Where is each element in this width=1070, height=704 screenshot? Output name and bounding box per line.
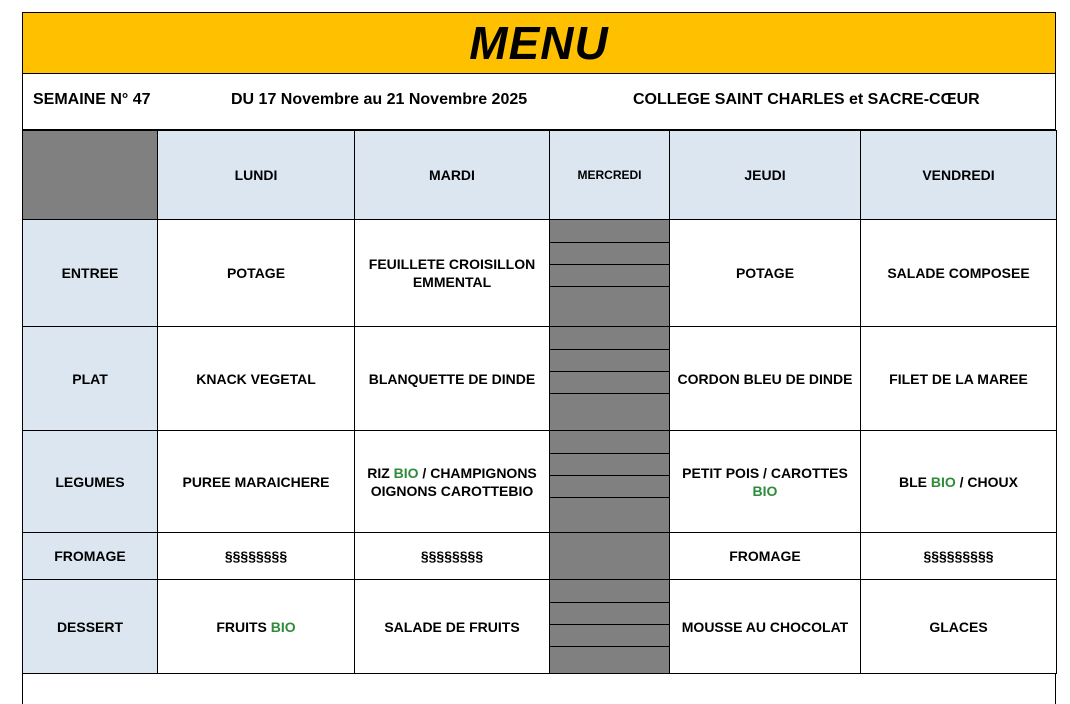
day-header-mercredi: MERCREDI	[550, 131, 670, 220]
cell-mardi-legumes	[355, 431, 550, 533]
footer-area	[22, 674, 1056, 704]
cell-jeudi-entree: POTAGE	[670, 220, 861, 327]
day-header-lundi: LUNDI	[158, 131, 355, 220]
week-number: SEMAINE N° 47	[33, 91, 151, 108]
text-part: PETIT POIS / CAROTTES	[682, 464, 848, 481]
title-banner	[22, 12, 1056, 74]
page-title: MENU	[469, 17, 609, 69]
cell-mardi-plat: BLANQUETTE DE DINDE	[355, 327, 550, 431]
row-dessert	[23, 580, 1057, 674]
menu-sheet	[22, 12, 1056, 702]
bio-label: BIO	[270, 618, 296, 635]
day-header-jeudi: JEUDI	[670, 131, 861, 220]
cell-jeudi-legumes	[670, 431, 861, 533]
row-fromage	[23, 533, 1057, 580]
cell-mardi-dessert: SALADE DE FRUITS	[355, 580, 550, 674]
cell-vendredi-fromage: §§§§§§§§§	[861, 533, 1057, 580]
date-range: DU 17 Novembre au 21 Novembre 2025	[231, 91, 528, 108]
text-part: / CHOUX	[955, 473, 1018, 490]
text-part: RIZ	[367, 464, 394, 481]
row-legumes	[23, 431, 1057, 533]
cell-jeudi-fromage: FROMAGE	[670, 533, 861, 580]
cell-vendredi-entree: SALADE COMPOSEE	[861, 220, 1057, 327]
cell-mercredi-plat	[550, 327, 670, 431]
text-part: / CHAMPIGNONS OIGNONS CAROTTEBIO	[370, 464, 537, 499]
cell-mercredi-fromage	[550, 533, 670, 580]
menu-table	[22, 130, 1057, 674]
cell-mardi-entree: FEUILLETE CROISILLON EMMENTAL	[355, 220, 550, 327]
row-label-dessert: DESSERT	[23, 580, 158, 674]
row-label-fromage: FROMAGE	[23, 533, 158, 580]
cell-vendredi-plat: FILET DE LA MAREE	[861, 327, 1057, 431]
cell-mardi-fromage: §§§§§§§§	[355, 533, 550, 580]
cell-lundi-plat: KNACK VEGETAL	[158, 327, 355, 431]
day-header-mardi: MARDI	[355, 131, 550, 220]
cell-vendredi-dessert: GLACES	[861, 580, 1057, 674]
cell-vendredi-legumes	[861, 431, 1057, 533]
row-label-plat: PLAT	[23, 327, 158, 431]
text-part: BLE	[898, 473, 931, 490]
text-part: FRUITS	[216, 618, 271, 635]
header-row	[23, 131, 1057, 220]
cell-mercredi-legumes	[550, 431, 670, 533]
bio-label: BIO	[930, 473, 956, 490]
row-label-entree: ENTREE	[23, 220, 158, 327]
bio-label: BIO	[393, 464, 419, 481]
cell-mercredi-entree	[550, 220, 670, 327]
day-header-vendredi: VENDREDI	[861, 131, 1057, 220]
cell-lundi-entree: POTAGE	[158, 220, 355, 327]
bio-label: BIO	[752, 482, 778, 499]
cell-jeudi-dessert: MOUSSE AU CHOCOLAT	[670, 580, 861, 674]
row-plat	[23, 327, 1057, 431]
corner-cell	[23, 131, 158, 220]
cell-lundi-legumes: PUREE MARAICHERE	[158, 431, 355, 533]
row-label-legumes: LEGUMES	[23, 431, 158, 533]
cell-jeudi-plat: CORDON BLEU DE DINDE	[670, 327, 861, 431]
row-entree	[23, 220, 1057, 327]
info-bar	[22, 73, 1056, 130]
school-name: COLLEGE SAINT CHARLES et SACRE-CŒUR	[633, 91, 980, 108]
cell-lundi-fromage: §§§§§§§§	[158, 533, 355, 580]
cell-lundi-dessert	[158, 580, 355, 674]
cell-mercredi-dessert	[550, 580, 670, 674]
